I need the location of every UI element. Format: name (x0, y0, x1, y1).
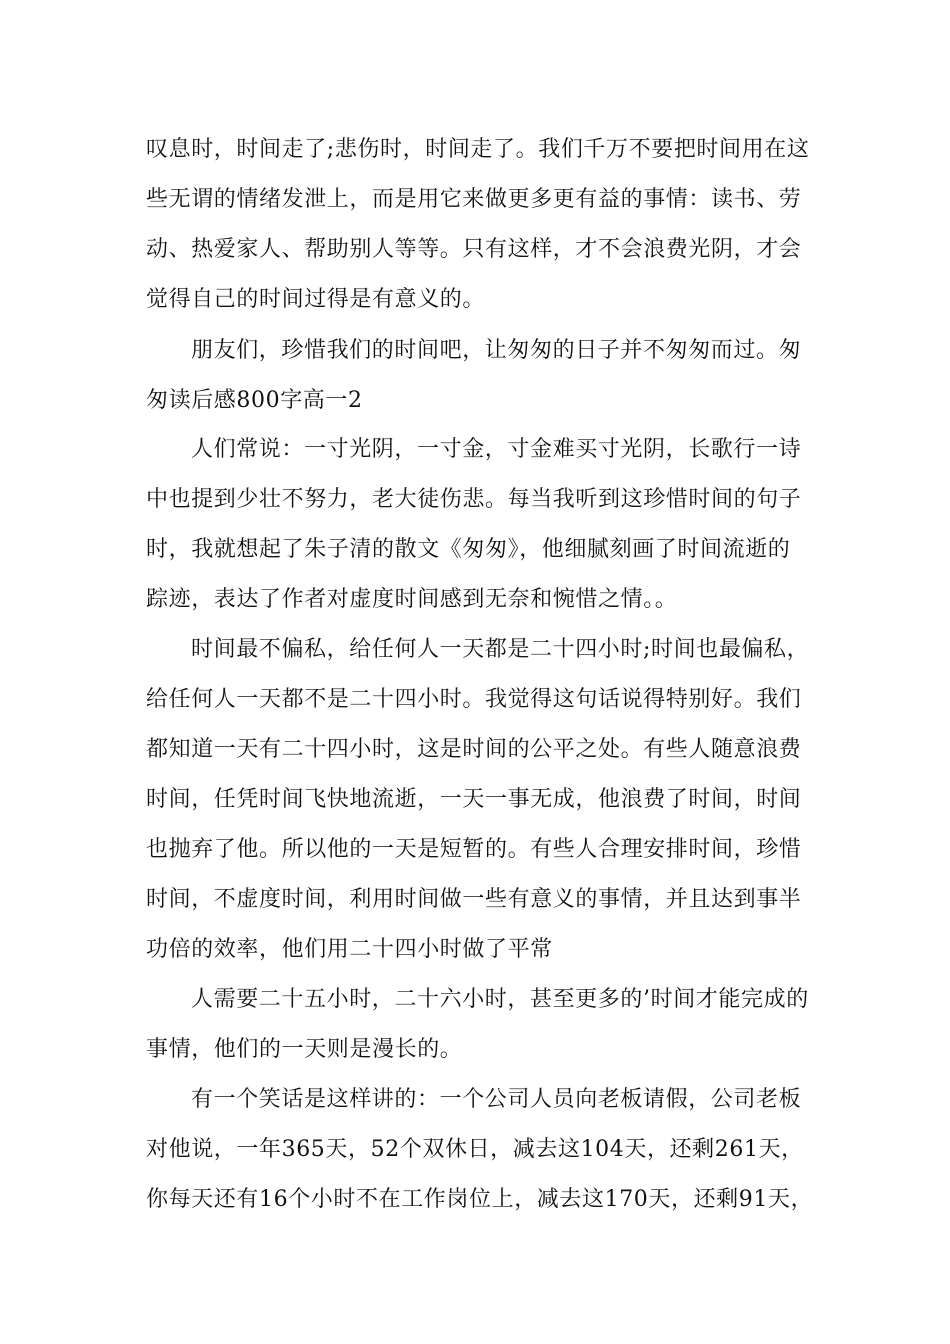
text-line: 给任何人一天都不是二十四小时。我觉得这句话说得特别好。我们 (146, 687, 802, 712)
text-line: 都知道一天有二十四小时，这是时间的公平之处。有些人随意浪费 (146, 737, 802, 762)
text-line: 人们常说：一寸光阴，一寸金，寸金难买寸光阴，长歌行一诗 (191, 437, 802, 462)
text-line: 功倍的效率，他们用二十四小时做了平常 (146, 937, 553, 962)
text-line: 踪迹，表达了作者对虚度时间感到无奈和惋惜之情。。 (146, 587, 678, 612)
text-line: 事情，他们的一天则是漫长的。 (146, 1037, 463, 1062)
text-line: 朋友们，珍惜我们的时间吧，让匆匆的日子并不匆匆而过。匆 (191, 338, 802, 363)
text-line: 有一个笑话是这样讲的：一个公司人员向老板请假，公司老板 (191, 1087, 802, 1112)
text-line: 人需要二十五小时，二十六小时，甚至更多的’时间才能完成的 (191, 987, 809, 1012)
text-line: 些无谓的情绪发泄上，而是用它来做更多更有益的事情：读书、劳 (146, 187, 802, 212)
text-line: 觉得自己的时间过得是有意义的。 (146, 287, 486, 312)
text-line: 时，我就想起了朱子清的散文《匆匆》，他细腻刻画了时间流逝的 (146, 537, 791, 562)
text-line: 也抛弃了他。所以他的一天是短暂的。有些人合理安排时间，珍惜 (146, 837, 802, 862)
text-line: 你每天还有16个小时不在工作岗位上，减去这170天，还剩91天， (146, 1187, 814, 1212)
text-line: 匆读后感800字高一2 (146, 388, 363, 413)
text-line: 时间最不偏私，给任何人一天都是二十四小时;时间也最偏私， (191, 637, 810, 662)
text-line: 时间，任凭时间飞快地流逝，一天一事无成，他浪费了时间，时间 (146, 787, 802, 812)
text-line: 对他说，一年365天，52个双休日，减去这104天，还剩261天， (146, 1137, 804, 1162)
text-line: 中也提到少壮不努力，老大徒伤悲。每当我听到这珍惜时间的句子 (146, 487, 802, 512)
text-line: 动、热爱家人、帮助别人等等。只有这样，才不会浪费光阴，才会 (146, 237, 802, 262)
text-line: 叹息时，时间走了;悲伤时，时间走了。我们千万不要把时间用在这 (146, 137, 810, 162)
text-line: 时间，不虚度时间，利用时间做一些有意义的事情，并且达到事半 (146, 887, 802, 912)
